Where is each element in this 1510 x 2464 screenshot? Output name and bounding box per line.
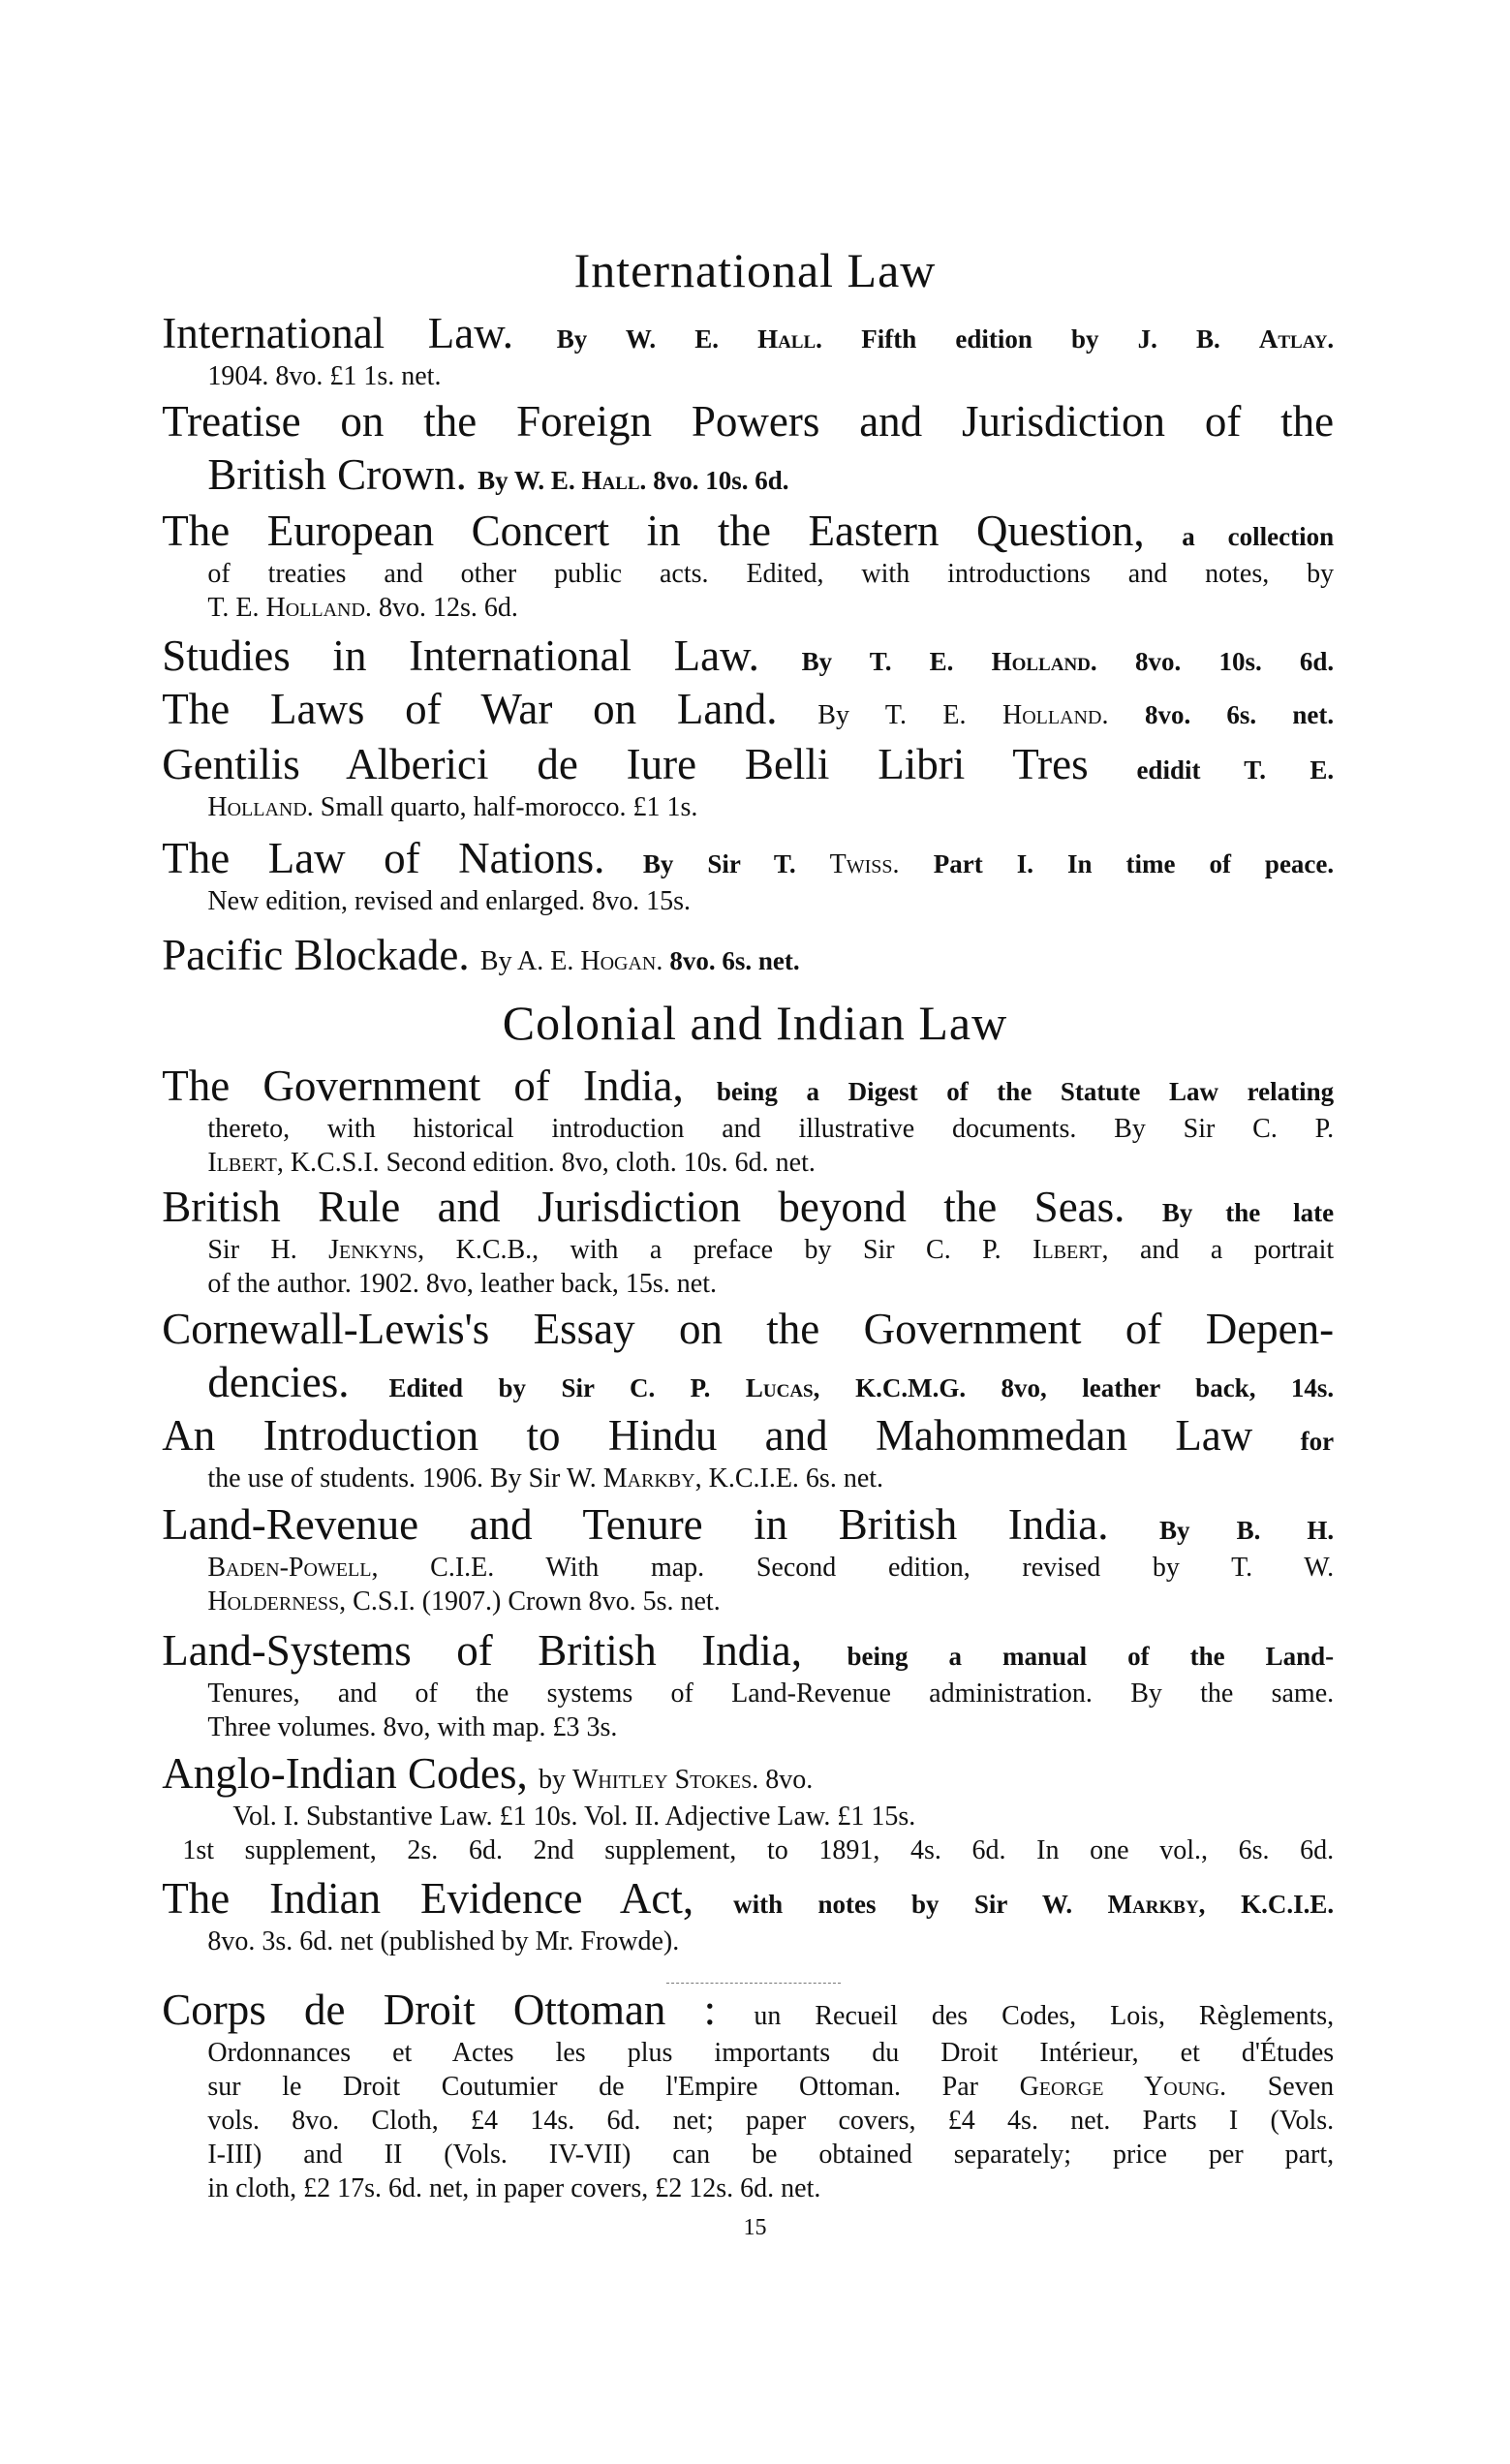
entry-title-line (162, 506, 1334, 556)
book-title: dencies. (207, 1357, 389, 1406)
entry-text: vols. 8vo. Cloth, £4 14s. 6d. net; paper covers, £4 4s. net. Parts I (Vols. (207, 2106, 1335, 2136)
book-title: International Law. (162, 309, 557, 358)
entry-text: being a manual of the Land- (847, 1642, 1335, 1672)
entry-detail-line (207, 1463, 883, 1494)
entry-text: the use of students. 1906. By Sir W. (207, 1463, 603, 1494)
book-title: Gentilis Alberici de Iure Belli Libri Tres (162, 740, 1137, 788)
entry-title-line (162, 1304, 1334, 1354)
entry-title-line (162, 1182, 1334, 1232)
entry-text: 8vo. (765, 1765, 814, 1796)
entry-text: 8vo. 10s. 6d. (653, 465, 789, 495)
entry-text: C.I.E. With map. Second edition, revised by T. W. (430, 1553, 1335, 1584)
book-title: Pacific Blockade. (162, 931, 480, 980)
entry-detail-line (207, 2173, 820, 2204)
entry-title-line (162, 833, 1334, 883)
book-title: Studies in International Law. (162, 631, 802, 680)
entry-text: By A. E. (479, 946, 581, 977)
entry-detail-line (207, 559, 1334, 590)
section-heading: Colonial and Indian Law (502, 996, 1008, 1051)
book-title: An Introduction to Hindu and Mahommedan Law (162, 1410, 1301, 1460)
section-divider (666, 1983, 841, 1984)
author-name: Atlay. (1258, 324, 1335, 354)
entry-detail-line (207, 1712, 617, 1743)
entry-text: un Recueil des Codes, Lois, Règlements, (754, 2001, 1335, 2031)
entry-detail-line (207, 792, 697, 823)
entry-detail-line (207, 2140, 1334, 2171)
author-name: Markby, (602, 1463, 702, 1494)
entry-text: 8vo. 3s. 6d. net (published by Mr. Frowde). (207, 1926, 680, 1957)
entry-text: Seven (1267, 2072, 1335, 2102)
entry-title-line (162, 1410, 1334, 1461)
entry-text: By W. E. (556, 324, 758, 354)
entry-detail-line (207, 1926, 679, 1957)
author-name: Baden-Powell, (207, 1553, 379, 1584)
entry-title-line (162, 684, 1334, 734)
entry-text: I-III) and II (Vols. IV-VII) can be obtained separately; price per part, (207, 2140, 1335, 2170)
author-name: Holderness, (207, 1586, 347, 1617)
entry-text: Tenures, and of the systems of Land-Revenue administration. By the same. (207, 1679, 1335, 1709)
entry-text: New edition, revised and enlarged. 8vo. 15s. (207, 885, 692, 916)
author-name: Holland. (207, 792, 314, 822)
entry-title-line (162, 1985, 1334, 2035)
entry-detail-line (207, 2072, 1334, 2103)
book-title: Anglo-Indian Codes, (162, 1749, 539, 1799)
entry-text: of the author. 1902. 8vo, leather back, 15s. net. (207, 1269, 718, 1300)
author-name: Holland. (265, 593, 372, 624)
section-heading: International Law (573, 243, 937, 298)
entry-detail-line (182, 1835, 1334, 1866)
entry-detail-line (207, 1357, 1334, 1407)
author-name: Ilbert, (207, 1147, 284, 1178)
entry-detail-line (207, 593, 517, 624)
entry-title-line (162, 1499, 1334, 1550)
entry-detail-line (232, 1802, 915, 1833)
book-title: Land-Revenue and Tenure in British India. (162, 1500, 1160, 1550)
entry-text: Small quarto, half-morocco. £1 1s. (320, 792, 698, 822)
entry-text: and a portrait (1140, 1235, 1335, 1266)
entry-text: being a Digest of the Statute Law relating (716, 1076, 1335, 1106)
entry-text: edidit T. E. (1136, 755, 1335, 785)
entry-text: in cloth, £2 17s. 6d. net, in paper covers, £2 12s. 6d. net. (207, 2173, 821, 2203)
entry-text: thereto, with historical introduction and illustrative documents. By Sir C. P. (207, 1113, 1335, 1144)
book-title: Treatise on the Foreign Powers and Jurisdiction of the (162, 396, 1335, 446)
entry-text: 1904. 8vo. £1 1s. net. (207, 361, 442, 392)
book-title: The European Concert in the Eastern Question, (162, 507, 1183, 556)
entry-detail-line (207, 886, 691, 917)
entry-text: K.C.I.E. 6s. net. (708, 1463, 884, 1494)
author-name: Lucas, (745, 1372, 820, 1402)
entry-detail-line (207, 2106, 1334, 2137)
author-name: George Young. (1019, 2072, 1227, 2102)
entry-text: Sir H. (207, 1235, 329, 1266)
entry-text: 8vo. 6s. net. (1144, 700, 1335, 730)
entry-text: K.C.S.I. Second edition. 8vo, cloth. 10s. 6d. net. (290, 1147, 816, 1178)
entry-title-line (162, 1061, 1334, 1111)
author-name: Whitley Stokes. (571, 1765, 759, 1796)
page-number: 15 (743, 2215, 767, 2241)
entry-detail-line (207, 1679, 1334, 1709)
book-title: The Law of Nations. (162, 833, 643, 882)
entry-detail-line (207, 1114, 1334, 1145)
entry-text: C.S.I. (1907.) Crown 8vo. 5s. net. (353, 1586, 721, 1617)
author-name: Markby, (1107, 1890, 1206, 1920)
book-title: Corps de Droit Ottoman : (162, 1986, 755, 2034)
book-title: Cornewall-Lewis's Essay on the Government of Depen- (162, 1304, 1335, 1353)
entry-text: By W. E. (478, 465, 582, 495)
entry-text: By T. E. (801, 646, 992, 676)
entry-title-line (162, 1748, 813, 1799)
author-name: Hall. (581, 465, 647, 495)
entry-text: by (538, 1765, 572, 1796)
author-name: Hall. (757, 324, 822, 354)
entry-text: a collection (1182, 522, 1335, 552)
book-title: The Government of India, (162, 1061, 717, 1110)
entry-title-line (162, 631, 1334, 681)
entry-text: By the late (1161, 1198, 1335, 1228)
entry-text: Vol. I. Substantive Law. £1 10s. Vol. II. Adjective Law. £1 15s. (232, 1802, 916, 1833)
entry-detail-line (207, 449, 788, 500)
entry-title-line (162, 1873, 1334, 1924)
author-name: Twiss. (829, 848, 900, 879)
entry-text: 8vo. 10s. 6d. (1135, 646, 1335, 676)
entry-text: Edited by Sir C. P. (388, 1372, 746, 1402)
entry-detail-line (207, 1235, 1334, 1266)
entry-text: with notes by Sir W. (733, 1890, 1108, 1920)
entry-text: K.C.I.E. (1241, 1890, 1335, 1920)
entry-text: 8vo. 6s. net. (669, 946, 800, 976)
entry-text: K.C.M.G. 8vo, leather back, 14s. (855, 1372, 1335, 1402)
entry-detail-line (207, 1553, 1334, 1584)
entry-title-line (162, 396, 1334, 447)
author-name: Ilbert, (1032, 1235, 1109, 1266)
entry-text: Fifth edition by J. B. (861, 324, 1259, 354)
entry-text: 1st supplement, 2s. 6d. 2nd supplement, to 1891, 4s. 6d. In one vol., 6s. 6d. (182, 1835, 1335, 1866)
entry-text: Ordonnances et Actes les plus importants du Droit Intérieur, et d'Études (207, 2038, 1335, 2068)
entry-title-line (162, 739, 1334, 789)
entry-text: of treaties and other public acts. Edited, with introductions and notes, by (207, 559, 1335, 590)
book-title: British Rule and Jurisdiction beyond the Seas. (162, 1183, 1162, 1232)
author-name: Holland. (991, 646, 1097, 676)
entry-detail-line (207, 361, 441, 392)
entry-detail-line (207, 1148, 816, 1179)
book-title: The Laws of War on Land. (162, 685, 818, 734)
book-title: Land-Systems of British India, (162, 1626, 847, 1676)
author-name: Holland. (1002, 700, 1109, 731)
entry-text: 8vo. 12s. 6d. (378, 593, 518, 624)
entry-detail-line (207, 1269, 717, 1300)
entry-text: By B. H. (1159, 1516, 1335, 1546)
entry-detail-line (207, 1586, 720, 1617)
entry-text: By Sir T. (642, 848, 830, 878)
entry-detail-line (207, 2038, 1334, 2069)
book-title: British Crown. (207, 449, 478, 499)
entry-text: By T. E. (817, 700, 1003, 731)
author-name: Hogan. (580, 946, 663, 977)
entry-text: T. E. (207, 593, 266, 624)
entry-text: Part I. In time of peace. (933, 848, 1335, 878)
entry-title-line (162, 930, 799, 980)
entry-text: Three volumes. 8vo, with map. £3 3s. (207, 1712, 618, 1743)
entry-text: for (1300, 1426, 1335, 1456)
entry-text: K.C.B., with a preface by Sir C. P. (455, 1235, 1033, 1266)
entry-text: sur le Droit Coutumier de l'Empire Ottoman. Par (207, 2072, 1020, 2102)
author-name: Jenkyns, (328, 1235, 425, 1266)
entry-title-line (162, 1625, 1334, 1676)
book-title: The Indian Evidence Act, (162, 1874, 734, 1924)
entry-title-line (162, 308, 1334, 358)
